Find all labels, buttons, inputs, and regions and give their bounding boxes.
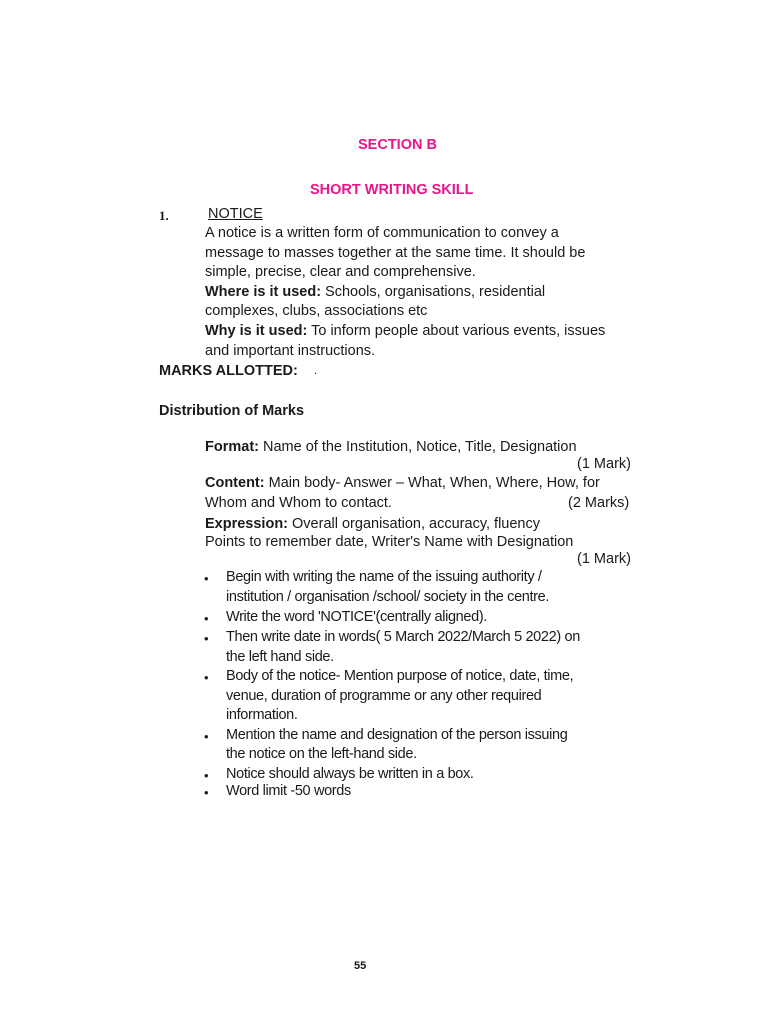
bullet-dot: • (204, 729, 209, 744)
content-line-2: Whom and Whom to contact. (205, 495, 392, 511)
notice-heading: NOTICE (208, 206, 263, 222)
format-line (205, 438, 577, 457)
bullet-3-line-2: the left hand side. (226, 649, 334, 665)
bullet-5-line-1: Mention the name and designation of the person issuing (226, 727, 568, 743)
bullet-dot: • (204, 611, 209, 626)
content-label: Content: (205, 475, 265, 491)
bullet-1-line-2: institution / organisation /school/ society in the centre. (226, 589, 550, 605)
why-used-text: To inform people about various events, issues (307, 323, 606, 339)
expression-line-1 (205, 515, 540, 534)
bullet-dot: • (204, 785, 209, 800)
definition-line-1: A notice is a written form of communication to convey a (205, 225, 559, 241)
bullet-4-line-3: information. (226, 707, 298, 723)
bullet-dot: • (204, 631, 209, 646)
bullet-4-line-1: Body of the notice- Mention purpose of notice, date, time, (226, 668, 574, 684)
distribution-heading: Distribution of Marks (159, 403, 305, 419)
expression-text: Overall organisation, accuracy, fluency (288, 516, 540, 532)
format-label: Format: (205, 439, 259, 455)
page-number: 55 (354, 960, 367, 972)
bullet-4-line-2: venue, duration of programme or any other required (226, 688, 542, 704)
where-used-line-2: complexes, clubs, associations etc (205, 303, 428, 319)
where-used-text: Schools, organisations, residential (321, 284, 546, 300)
why-used-line-1 (205, 322, 605, 341)
bullet-2-line-1: Write the word 'NOTICE'(centrally aligned). (226, 609, 487, 625)
bullet-3-line-1: Then write date in words( 5 March 2022/March 5 2022) on (226, 629, 580, 645)
why-used-label: Why is it used: (205, 323, 308, 339)
where-used-label: Where is it used: (205, 284, 322, 300)
bullet-dot: • (204, 768, 209, 783)
marks-allotted-value: . (314, 365, 318, 377)
bullet-7-line-1: Word limit -50 words (226, 783, 351, 799)
section-title: SECTION B (358, 137, 437, 153)
definition-line-3: simple, precise, clear and comprehensive. (205, 264, 476, 280)
marks-allotted-label: MARKS ALLOTTED: (159, 363, 298, 379)
format-marks: (1 Mark) (577, 456, 631, 472)
expression-label: Expression: (205, 516, 288, 532)
bullet-5-line-2: the notice on the left-hand side. (226, 746, 417, 762)
content-marks: (2 Marks) (568, 495, 630, 511)
why-used-line-2: and important instructions. (205, 343, 376, 359)
bullet-6-line-1: Notice should always be written in a box. (226, 766, 474, 782)
format-text: Name of the Institution, Notice, Title, Designation (258, 439, 577, 455)
content-line-1 (205, 474, 600, 493)
subtitle: SHORT WRITING SKILL (310, 182, 474, 198)
expression-marks: (1 Mark) (577, 551, 631, 567)
content-text: Main body- Answer – What, When, Where, How, for (264, 475, 600, 491)
bullet-dot: • (204, 571, 209, 586)
bullet-dot: • (204, 670, 209, 685)
item-number: 1. (159, 208, 169, 223)
expression-line-2: Points to remember date, Writer's Name with Designation (205, 534, 574, 550)
definition-line-2: message to masses together at the same time. It should be (205, 245, 586, 261)
where-used-line-1 (205, 283, 545, 302)
bullet-1-line-1: Begin with writing the name of the issuing authority / (226, 569, 542, 585)
